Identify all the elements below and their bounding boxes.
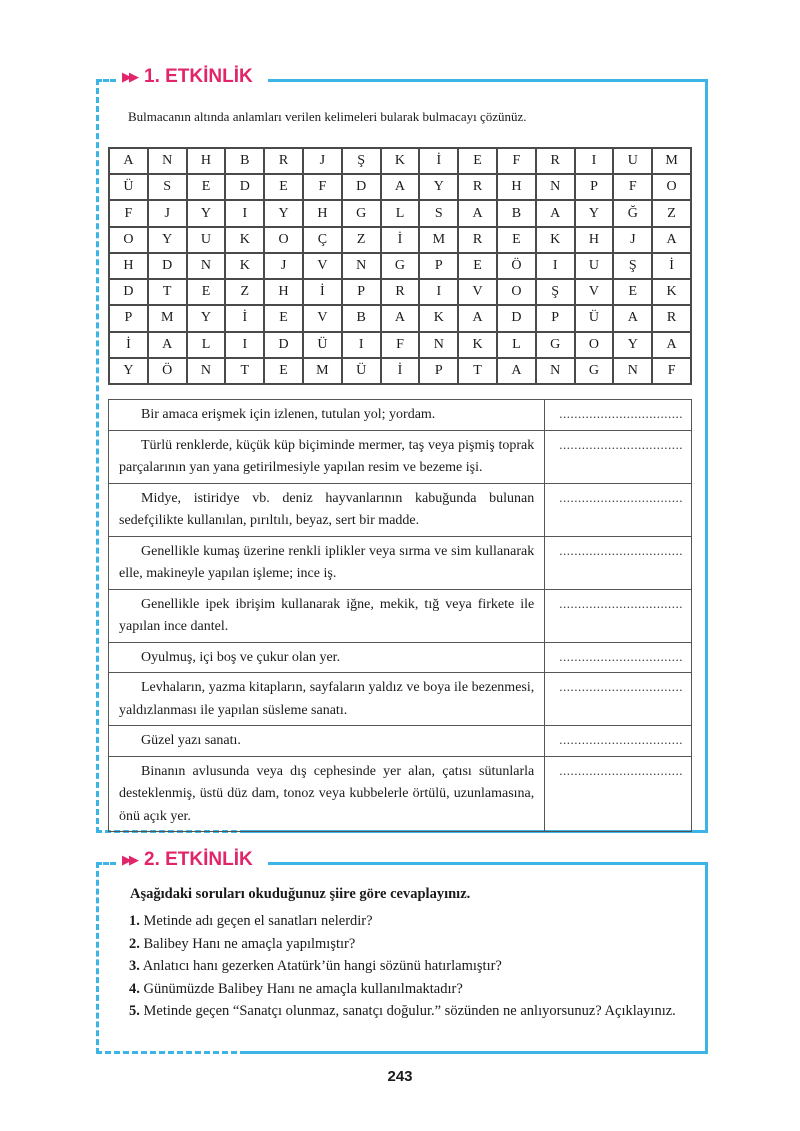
grid-cell: H <box>576 228 613 252</box>
activity2-title: 2. ETKİNLİK <box>144 849 253 870</box>
grid-cell: A <box>110 149 147 173</box>
grid-cell: Y <box>149 228 186 252</box>
grid-cell: J <box>614 228 651 252</box>
definition-row <box>109 642 692 673</box>
grid-cell: L <box>498 333 535 357</box>
answer-blank[interactable]: ................................. <box>545 726 692 757</box>
grid-cell: P <box>576 175 613 199</box>
definition-text: Midye, istiridye vb. deniz hayvanlarının kabuğunda bulunan sedefçilikte kullanılan, pırıltılı, beyaz, sert bir madde. <box>109 483 545 536</box>
question-text: Günümüzde Balibey Hanı ne amaçla kullanılmaktadır? <box>143 980 463 997</box>
grid-cell: S <box>420 201 457 225</box>
grid-cell: M <box>304 359 341 383</box>
grid-cell: Ü <box>343 359 380 383</box>
grid-cell: R <box>653 306 690 330</box>
grid-cell: H <box>304 201 341 225</box>
grid-cell: H <box>110 254 147 278</box>
activity2-intro: Aşağıdaki soruları okuduğunuz şiire göre cevaplayınız. <box>130 886 471 902</box>
grid-cell: A <box>149 333 186 357</box>
grid-cell: Ş <box>343 149 380 173</box>
question-item <box>108 978 692 1001</box>
definition-row <box>109 726 692 757</box>
grid-cell: K <box>226 228 263 252</box>
question-list <box>108 910 692 1023</box>
grid-cell: G <box>343 201 380 225</box>
grid-cell: N <box>188 359 225 383</box>
question-item <box>108 910 692 933</box>
grid-cell: Z <box>343 228 380 252</box>
question-text: Anlatıcı hanı gezerken Atatürk’ün hangi sözünü hatırlamıştır? <box>142 958 502 974</box>
grid-cell: B <box>343 306 380 330</box>
grid-cell: O <box>576 333 613 357</box>
grid-cell: P <box>110 306 147 330</box>
grid-cell: Y <box>265 201 302 225</box>
grid-cell: Y <box>576 201 613 225</box>
definition-text: Bir amaca erişmek için izlenen, tutulan yol; yordam. <box>109 400 545 431</box>
grid-cell: Y <box>188 306 225 330</box>
grid-cell: P <box>420 359 457 383</box>
grid-cell: P <box>420 254 457 278</box>
grid-cell: E <box>265 306 302 330</box>
definition-text: Türlü renklerde, küçük küp biçiminde mermer, taş veya pişmiş toprak parçalarının yan yana getirilmesiyle yapılan resim ve bezeme işi. <box>109 430 545 483</box>
grid-cell: A <box>537 201 574 225</box>
page-number: 243 <box>387 1068 413 1085</box>
double-arrow-icon: ▶▶ <box>122 852 136 868</box>
grid-cell: E <box>188 280 225 304</box>
grid-cell: O <box>110 228 147 252</box>
answer-blank[interactable]: ................................. <box>545 430 692 483</box>
grid-cell: A <box>459 201 496 225</box>
grid-cell: B <box>226 149 263 173</box>
grid-cell: J <box>304 149 341 173</box>
grid-cell: N <box>343 254 380 278</box>
grid-cell: R <box>265 149 302 173</box>
grid-cell: Ç <box>304 228 341 252</box>
grid-cell: K <box>459 333 496 357</box>
grid-cell: Y <box>420 175 457 199</box>
grid-cell: N <box>537 175 574 199</box>
grid-cell: H <box>265 280 302 304</box>
grid-cell: V <box>459 280 496 304</box>
grid-cell: Ö <box>149 359 186 383</box>
grid-cell: V <box>304 306 341 330</box>
grid-cell: P <box>343 280 380 304</box>
question-item <box>108 933 692 956</box>
grid-cell: I <box>576 149 613 173</box>
activity2-heading <box>116 849 259 871</box>
grid-cell: V <box>304 254 341 278</box>
question-item <box>108 955 692 978</box>
definition-text: Levhaların, yazma kitapların, sayfaların yaldız ve boya ile bezenmesi, yaldızlanması ile yapılan süsleme sanatı. <box>109 673 545 726</box>
grid-cell: U <box>614 149 651 173</box>
definition-row <box>109 589 692 642</box>
question-number: 3. <box>129 958 140 974</box>
grid-cell: J <box>265 254 302 278</box>
grid-cell: E <box>459 254 496 278</box>
grid-cell: I <box>226 333 263 357</box>
grid-cell: G <box>537 333 574 357</box>
grid-cell: E <box>614 280 651 304</box>
grid-cell: E <box>459 149 496 173</box>
grid-cell: K <box>653 280 690 304</box>
question-text: Balibey Hanı ne amaçla yapılmıştır? <box>143 935 356 952</box>
grid-cell: E <box>265 175 302 199</box>
grid-cell: I <box>226 201 263 225</box>
grid-cell: T <box>226 359 263 383</box>
grid-cell: S <box>149 175 186 199</box>
grid-cell: P <box>537 306 574 330</box>
definition-row <box>109 430 692 483</box>
grid-cell: T <box>149 280 186 304</box>
grid-cell: İ <box>226 306 263 330</box>
grid-cell: İ <box>382 228 419 252</box>
definition-text: Oyulmuş, içi boş ve çukur olan yer. <box>109 642 545 673</box>
grid-cell: M <box>653 149 690 173</box>
grid-cell: N <box>188 254 225 278</box>
grid-cell: V <box>576 280 613 304</box>
grid-cell: Ş <box>537 280 574 304</box>
answer-blank[interactable]: ................................. <box>545 589 692 642</box>
grid-cell: U <box>576 254 613 278</box>
grid-cell: J <box>149 201 186 225</box>
grid-cell: G <box>382 254 419 278</box>
definition-row <box>109 673 692 726</box>
answer-blank[interactable]: ................................. <box>545 400 692 431</box>
grid-cell: M <box>420 228 457 252</box>
answer-blank[interactable]: ................................. <box>545 536 692 589</box>
grid-cell: T <box>459 359 496 383</box>
grid-cell: U <box>188 228 225 252</box>
answer-blank[interactable]: ................................. <box>545 483 692 536</box>
grid-cell: H <box>498 175 535 199</box>
grid-cell: G <box>576 359 613 383</box>
grid-cell: R <box>537 149 574 173</box>
grid-cell: A <box>653 333 690 357</box>
grid-cell: İ <box>110 333 147 357</box>
grid-cell: E <box>265 359 302 383</box>
grid-cell: Ü <box>576 306 613 330</box>
definitions-table <box>108 399 692 832</box>
definition-row <box>109 400 692 431</box>
grid-cell: İ <box>382 359 419 383</box>
grid-cell: A <box>498 359 535 383</box>
definition-row <box>109 536 692 589</box>
definition-text: Genellikle kumaş üzerine renkli iplikler veya sırma ve sim kullanarak elle, makineyle yapılan işleme; ince iş. <box>109 536 545 589</box>
grid-cell: D <box>149 254 186 278</box>
grid-cell: Ş <box>614 254 651 278</box>
question-text: Metinde geçen “Sanatçı olunmaz, sanatçı doğulur.” sözünden ne anlıyorsunuz? Açıklayınız. <box>143 1003 676 1019</box>
grid-cell: Z <box>226 280 263 304</box>
activity1-instruction: Bulmacanın altında anlamları verilen kelimeleri bularak bulmacayı çözünüz. <box>128 109 527 124</box>
grid-cell: F <box>110 201 147 225</box>
grid-cell: K <box>537 228 574 252</box>
grid-cell: Ğ <box>614 201 651 225</box>
grid-cell: A <box>459 306 496 330</box>
grid-cell: F <box>614 175 651 199</box>
grid-cell: L <box>382 201 419 225</box>
grid-cell: E <box>188 175 225 199</box>
grid-cell: B <box>498 201 535 225</box>
activity1-title: 1. ETKİNLİK <box>144 66 253 87</box>
question-item <box>108 1000 692 1023</box>
grid-cell: Ü <box>304 333 341 357</box>
grid-cell: İ <box>653 254 690 278</box>
grid-cell: A <box>382 175 419 199</box>
grid-cell: F <box>653 359 690 383</box>
grid-cell: Y <box>110 359 147 383</box>
grid-cell: E <box>498 228 535 252</box>
grid-cell: R <box>459 175 496 199</box>
grid-cell: O <box>498 280 535 304</box>
grid-cell: K <box>226 254 263 278</box>
word-search-grid <box>108 147 692 385</box>
grid-cell: Z <box>653 201 690 225</box>
question-number: 4. <box>129 980 140 997</box>
grid-cell: F <box>498 149 535 173</box>
grid-cell: F <box>304 175 341 199</box>
double-arrow-icon: ▶▶ <box>122 69 136 85</box>
definition-row <box>109 756 692 832</box>
grid-cell: A <box>653 228 690 252</box>
definition-text: Güzel yazı sanatı. <box>109 726 545 757</box>
grid-cell: D <box>110 280 147 304</box>
grid-cell: N <box>537 359 574 383</box>
grid-cell: I <box>420 280 457 304</box>
grid-cell: A <box>614 306 651 330</box>
question-number: 2. <box>129 935 140 952</box>
grid-cell: D <box>343 175 380 199</box>
grid-cell: D <box>226 175 263 199</box>
question-number: 5. <box>129 1003 140 1019</box>
grid-cell: R <box>459 228 496 252</box>
answer-blank[interactable]: ................................. <box>545 642 692 673</box>
grid-cell: D <box>498 306 535 330</box>
grid-cell: M <box>149 306 186 330</box>
question-text: Metinde adı geçen el sanatları nelerdir? <box>143 913 373 929</box>
grid-cell: D <box>265 333 302 357</box>
activity1-heading <box>116 66 259 88</box>
grid-cell: K <box>420 306 457 330</box>
grid-cell: A <box>382 306 419 330</box>
grid-cell: İ <box>420 149 457 173</box>
grid-cell: L <box>188 333 225 357</box>
grid-cell: Y <box>188 201 225 225</box>
grid-cell: H <box>188 149 225 173</box>
answer-blank[interactable]: ................................. <box>545 756 692 832</box>
grid-cell: N <box>420 333 457 357</box>
grid-cell: Ü <box>110 175 147 199</box>
definition-row <box>109 483 692 536</box>
definition-text: Genellikle ipek ibrişim kullanarak iğne, mekik, tığ veya firkete ile yapılan ince dantel. <box>109 589 545 642</box>
definition-text: Binanın avlusunda veya dış cephesinde yer alan, çatısı sütunlarla desteklenmiş, üstü düz dam, tonoz veya kubbelerle örtülü, uzunlamasına, önü açık yer. <box>109 756 545 832</box>
grid-cell: I <box>343 333 380 357</box>
grid-cell: N <box>614 359 651 383</box>
grid-cell: N <box>149 149 186 173</box>
grid-cell: I <box>537 254 574 278</box>
grid-cell: O <box>265 228 302 252</box>
grid-cell: Y <box>614 333 651 357</box>
grid-cell: F <box>382 333 419 357</box>
question-number: 1. <box>129 913 140 929</box>
grid-cell: K <box>382 149 419 173</box>
grid-cell: R <box>382 280 419 304</box>
grid-cell: O <box>653 175 690 199</box>
grid-cell: İ <box>304 280 341 304</box>
answer-blank[interactable]: ................................. <box>545 673 692 726</box>
grid-cell: Ö <box>498 254 535 278</box>
